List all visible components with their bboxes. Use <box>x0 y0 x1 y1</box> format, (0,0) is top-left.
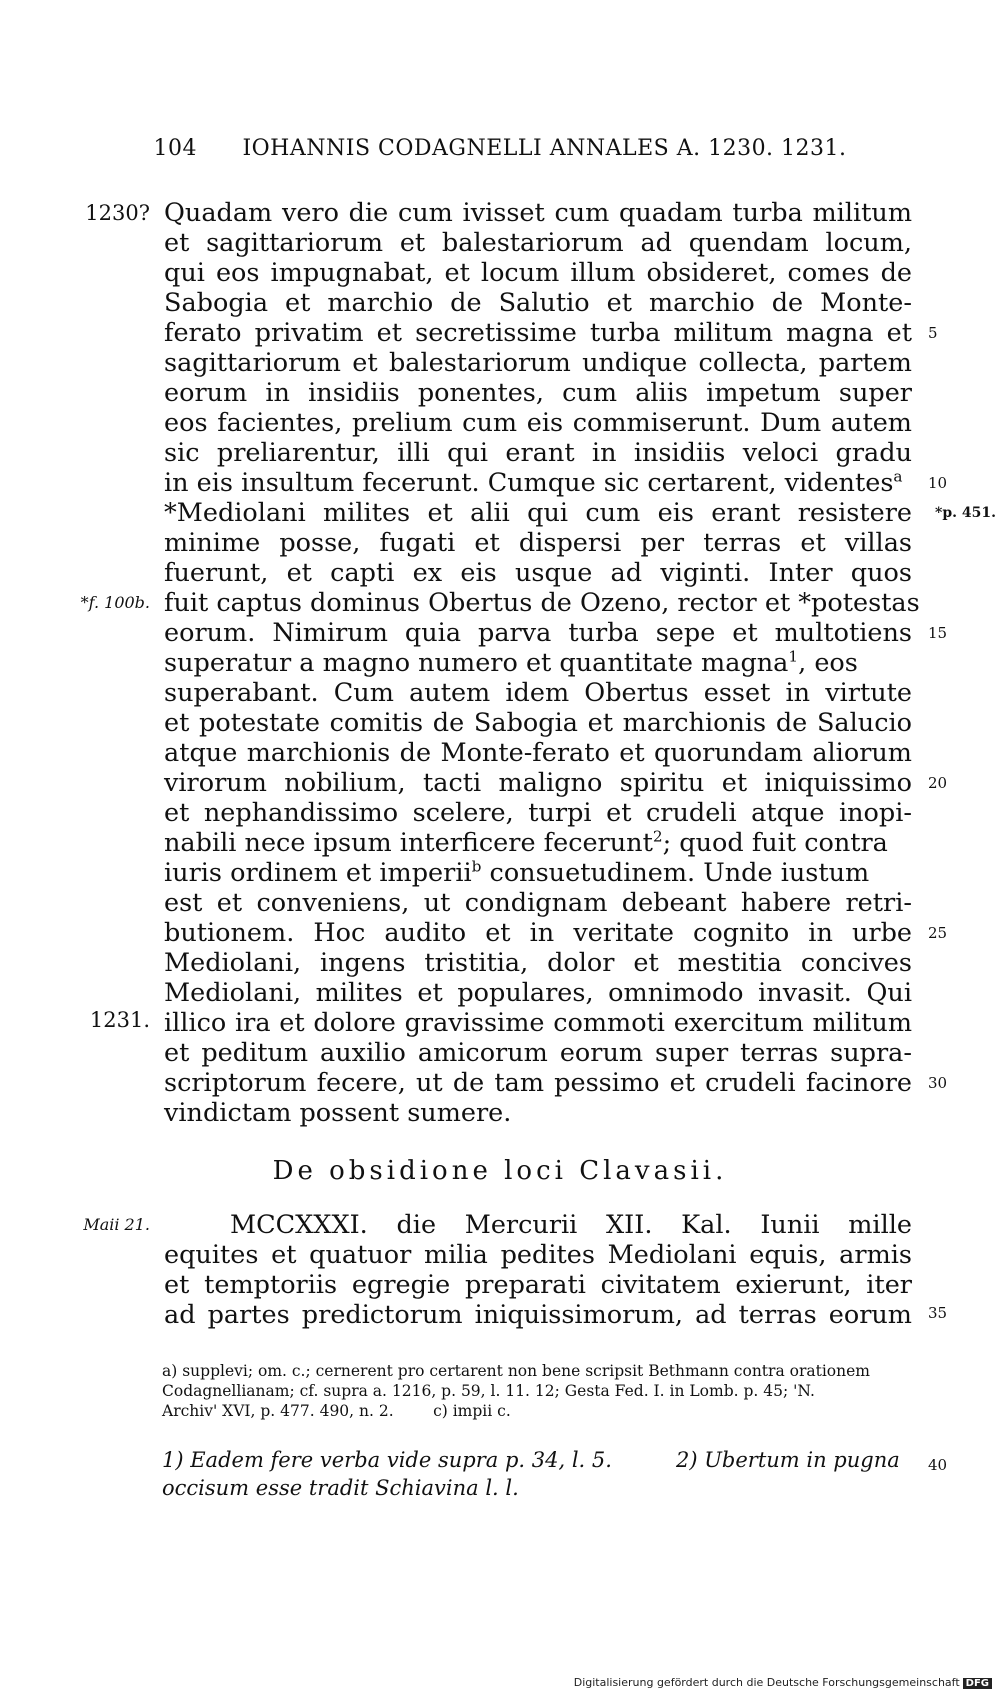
body-line: eos facientes, prelium cum eis commiserunt. Dum autem <box>164 408 912 438</box>
footnote-mark: b <box>471 857 482 876</box>
line-number: 15 <box>928 624 948 642</box>
body-line <box>164 468 912 498</box>
body-line: sagittariorum et balestariorum undique collecta, partem <box>164 348 912 378</box>
body-line-text: iuris ordinem et imperii <box>164 858 472 888</box>
line-number: 5 <box>928 324 938 342</box>
body-line: et peditum auxilio amicorum eorum super terras supra- <box>164 1038 912 1068</box>
page-number: 104 <box>153 136 197 161</box>
footnote-1: 1) Eadem fere verba vide supra p. 34, l. 5. <box>162 1448 612 1472</box>
section-line: et temptoriis egregie preparati civitatem exierunt, iter <box>164 1270 912 1300</box>
body-line: virorum nobilium, tacti maligno spiritu et iniquissimo <box>164 768 912 798</box>
body-line: qui eos impugnabat, et locum illum obsideret, comes de <box>164 258 912 288</box>
body-line: est et conveniens, ut condignam debeant habere retri- <box>164 888 912 918</box>
body-line-text: , eos <box>798 648 858 678</box>
body-line-text: nabili nece ipsum interficere fecerunt <box>164 828 653 858</box>
body-line: ferato privatim et secretissime turba militum magna et <box>164 318 912 348</box>
footnote-mark: a <box>893 467 903 486</box>
margin-page-ref: *p. 451. <box>935 505 996 521</box>
body-line-text: superatur a magno numero et quantitate magna <box>164 648 789 678</box>
body-line: vindictam possent sumere. <box>164 1098 512 1128</box>
body-line <box>164 828 912 858</box>
body-line: fuerunt, et capti ex eis usque ad viginti. Inter quos <box>164 558 912 588</box>
body-line: eorum. Nimirum quia parva turba sepe et multotiens <box>164 618 912 648</box>
line-number: 30 <box>928 1074 948 1092</box>
body-line: *Mediolani milites et alii qui cum eis erant resistere <box>164 498 912 528</box>
body-line: Mediolani, ingens tristitia, dolor et mestitia concives <box>164 948 912 978</box>
body-line: Sabogia et marchio de Salutio et marchio de Monte- <box>164 288 912 318</box>
section-line: MCCXXXI. die Mercurii XII. Kal. Iunii mille <box>230 1210 912 1240</box>
body-line: Mediolani, milites et populares, omnimodo invasit. Qui <box>164 978 912 1008</box>
body-line: minime posse, fugati et dispersi per terras et villas <box>164 528 912 558</box>
body-line <box>164 648 912 678</box>
body-line: Quadam vero die cum ivisset cum quadam turba militum <box>164 198 912 228</box>
footnote-continued: occisum esse tradit Schiavina l. l. <box>162 1476 519 1500</box>
body-line: illico ira et dolore gravissime commoti exercitum militum <box>164 1008 912 1038</box>
digitization-note <box>574 1676 992 1689</box>
body-line: butionem. Hoc audito et in veritate cognito in urbe <box>164 918 912 948</box>
section-line: ad partes predictorum iniquissimorum, ad terras eorum <box>164 1300 912 1330</box>
digitization-text: Digitalisierung gefördert durch die Deutsche Forschungsgemeinschaft <box>573 1676 960 1689</box>
body-line-text: consuetudinem. Unde iustum <box>481 858 870 888</box>
section-line: equites et quatuor milia pedites Mediolani equis, armis <box>164 1240 912 1270</box>
body-line: sic preliarentur, illi qui erant in insidiis veloci gradu <box>164 438 912 468</box>
body-line: fuit captus dominus Obertus de Ozeno, rector et *potestas <box>164 588 920 618</box>
running-header <box>0 136 1000 161</box>
body-line-text: in eis insultum fecerunt. Cumque sic certarent, videntes <box>164 468 894 498</box>
body-line: atque marchionis de Monte-ferato et quorundam aliorum <box>164 738 912 768</box>
running-title: IOHANNIS CODAGNELLI ANNALES A. 1230. 1231. <box>242 136 847 161</box>
section-title: De obsidione loci Clavasii. <box>272 1156 728 1186</box>
footnote-mark: 2 <box>652 827 663 846</box>
line-number: 25 <box>928 924 948 942</box>
margin-date: Maii 21. <box>83 1215 150 1234</box>
margin-folio: *f. 100b. <box>80 593 150 612</box>
line-number: 10 <box>928 474 948 492</box>
critical-note: a) supplevi; om. c.; cernerent pro certarent non bene scripsit Bethmann contra orationem <box>162 1362 870 1380</box>
margin-year-1230: 1230? <box>85 201 150 225</box>
margin-year-1231: 1231. <box>89 1008 150 1032</box>
body-line: eorum in insidiis ponentes, cum aliis impetum super <box>164 378 912 408</box>
line-number: 40 <box>928 1456 948 1474</box>
body-line: superabant. Cum autem idem Obertus esset in virtute <box>164 678 912 708</box>
body-line: scriptorum fecere, ut de tam pessimo et crudeli facinore <box>164 1068 912 1098</box>
critical-note: Archiv' XVI, p. 477. 490, n. 2. c) impii c. <box>162 1402 511 1420</box>
footnote <box>162 1446 912 1474</box>
body-line <box>164 858 912 888</box>
body-line: et potestate comitis de Sabogia et marchionis de Salucio <box>164 708 912 738</box>
body-line-text: ; quod fuit contra <box>662 828 888 858</box>
line-number: 20 <box>928 774 948 792</box>
critical-note: Codagnellianam; cf. supra a. 1216, p. 59, l. 11. 12; Gesta Fed. I. in Lomb. p. 45; 'N. <box>162 1382 815 1400</box>
footnote-2: 2) Ubertum in pugna <box>676 1448 900 1472</box>
dfg-logo: DFG <box>963 1678 992 1689</box>
body-line: et sagittariorum et balestariorum ad quendam locum, <box>164 228 912 258</box>
footnote-mark: 1 <box>788 647 799 666</box>
body-line: et nephandissimo scelere, turpi et crudeli atque inopi- <box>164 798 912 828</box>
line-number: 35 <box>928 1304 948 1322</box>
